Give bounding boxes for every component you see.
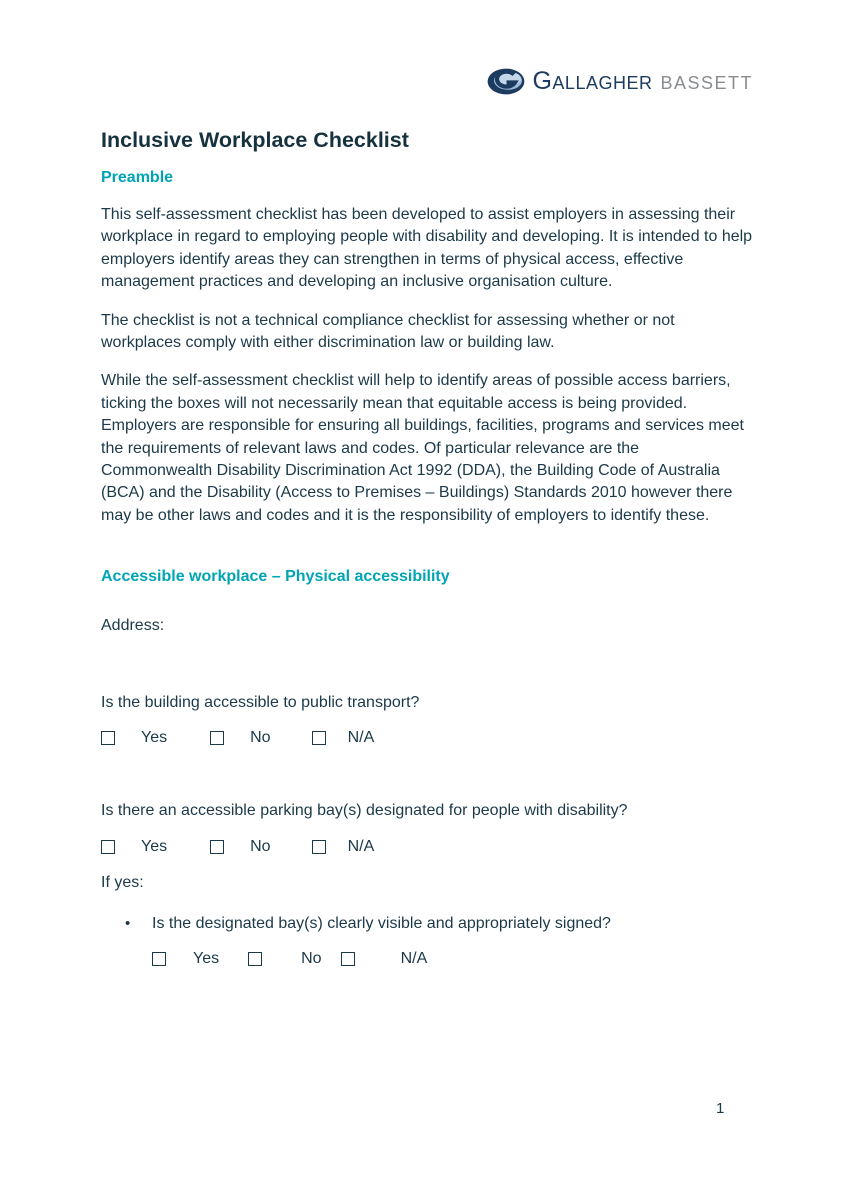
checkbox-yes[interactable] <box>101 840 115 854</box>
checkbox-no[interactable] <box>210 840 224 854</box>
question-2-text: Is there an accessible parking bay(s) designated for people with disability? <box>101 802 628 820</box>
checkbox-yes[interactable] <box>101 731 115 745</box>
checkbox-no[interactable] <box>210 731 224 745</box>
sub-question-text: Is the designated bay(s) clearly visible and appropriately signed? <box>152 914 611 932</box>
option-label-yes: Yes <box>141 729 168 747</box>
preamble-heading: Preamble <box>101 169 174 186</box>
page-number: 1 <box>716 1100 725 1117</box>
sub-question <box>125 913 753 935</box>
checkbox-na[interactable] <box>341 952 355 966</box>
option-label-na: N/A <box>347 837 375 855</box>
preamble-paragraph-1: This self-assessment checklist has been developed to assist employers in assessing their workplace in regard to employing people with disability and developing. It is intended to help employers identify areas they can strengthen in terms of physical access, effective management practices and developing an inclusive organisation culture. <box>101 206 753 291</box>
question-1-text: Is the building accessible to public transport? <box>101 693 420 711</box>
logo-text-gallagher: Gallagher <box>532 66 653 95</box>
option-label-no: No <box>250 729 271 747</box>
preamble-paragraph-2: The checklist is not a technical compliance checklist for assessing whether or not workplaces comply with either discrimination law or building law. <box>101 311 675 352</box>
preamble-paragraph-3: While the self-assessment checklist will help to identify areas of possible access barriers, ticking the boxes will not necessarily mean that equitable access is being provided. Employers are responsible for ensuring all buildings, facilities, programs and services meet the requirements of relevant laws and codes. Of particular relevance are the Commonwealth Disability Discrimination Act 1992 (DDA), the Building Code of Australia (BCA) and the Disability (Access to Premises – Buildings) Standards 2010 however there may be other laws and codes and it is the responsibility of employers to identify these. <box>101 372 744 524</box>
option-label-no: No <box>250 837 271 855</box>
checkbox-yes[interactable] <box>152 952 166 966</box>
if-yes-label: If yes: <box>101 873 144 891</box>
section-heading: Accessible workplace – Physical accessibility <box>101 568 450 586</box>
checkbox-no[interactable] <box>248 952 262 966</box>
option-label-na: N/A <box>400 949 428 967</box>
question-2-options <box>101 838 753 856</box>
page-title: Inclusive Workplace Checklist <box>101 128 409 152</box>
option-label-yes: Yes <box>193 949 220 967</box>
checkbox-na[interactable] <box>312 731 326 745</box>
checkbox-na[interactable] <box>312 840 326 854</box>
question-1-options <box>101 729 753 747</box>
document-content <box>101 0 753 968</box>
option-label-no: No <box>301 949 322 967</box>
bullet-icon: • <box>125 914 131 932</box>
sub-question-options <box>152 950 753 968</box>
option-label-yes: Yes <box>141 837 168 855</box>
logo-text-bassett: bassett <box>660 66 753 95</box>
gallagher-bassett-logo <box>101 66 753 96</box>
address-label: Address: <box>101 617 165 635</box>
globe-g-icon <box>487 68 525 95</box>
option-label-na: N/A <box>347 729 375 747</box>
